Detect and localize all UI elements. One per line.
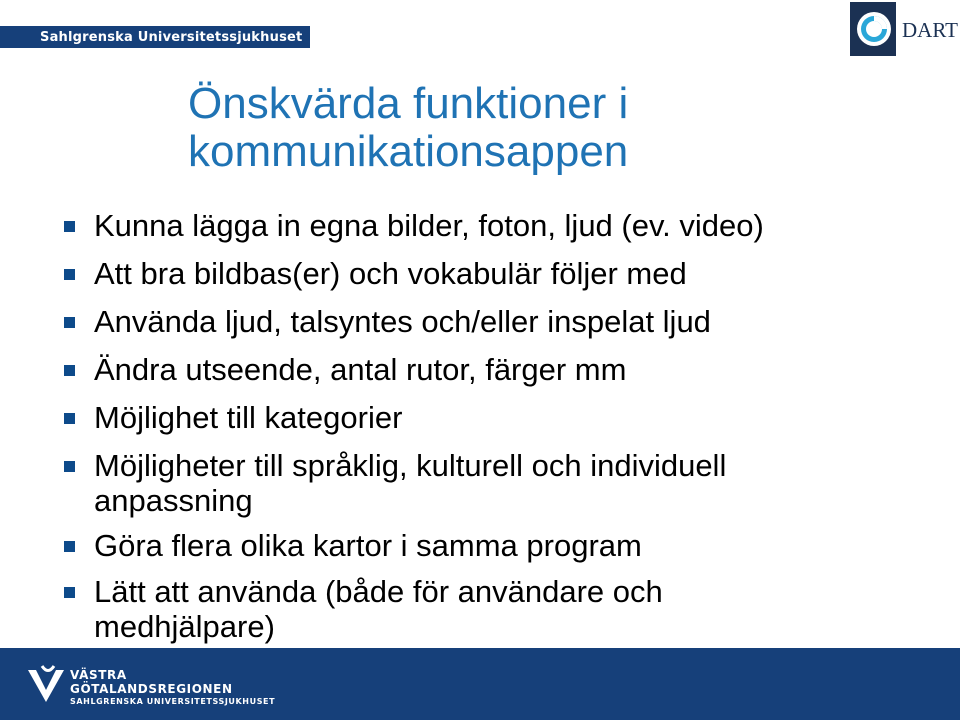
square-bullet-icon [64,587,75,598]
square-bullet-icon [64,365,75,376]
bullet-item [60,208,940,243]
dart-logo [850,2,958,56]
dart-logo-icon [850,2,896,56]
slide-title [188,80,888,176]
bullet-item [60,400,940,435]
bullet-item [60,528,940,563]
footer-line1: VÄSTRA [70,668,127,682]
header-brand-text: Sahlgrenska Universitetssjukhuset [40,29,303,45]
bullet-text: Att bra bildbas(er) och vokabulär följer med [94,256,687,291]
slide-title-line2: kommunikationsappen [188,127,629,176]
bullet-text: Möjligheter till språklig, kulturell och individuell [94,448,727,483]
bullet-item [60,574,940,644]
bullet-item [60,256,940,291]
square-bullet-icon [64,461,75,472]
bullet-item [60,352,940,387]
slide-title-line1: Önskvärda funktioner i [188,79,629,128]
bullet-text: Kunna lägga in egna bilder, foton, ljud (ev. video) [94,208,764,243]
footer-org-name [70,668,275,708]
footer-line3: SAHLGRENSKA UNIVERSITETSSJUKHUSET [70,697,276,706]
bullet-item [60,304,940,339]
footer-line2: GÖTALANDSREGIONEN [70,682,233,696]
square-bullet-icon [64,317,75,328]
square-bullet-icon [64,413,75,424]
bullet-text: Göra flera olika kartor i samma program [94,528,642,563]
bullet-text: Använda ljud, talsyntes och/eller inspelat ljud [94,304,711,339]
vgr-logo-icon [22,660,72,708]
bullet-text: Ändra utseende, antal rutor, färger mm [94,352,627,387]
bullet-text-continued: medhjälpare) [94,609,275,644]
dart-logo-text: DART [902,18,958,42]
bullet-text-continued: anpassning [94,483,253,518]
square-bullet-icon [64,269,75,280]
header-bar [0,26,310,48]
bullet-item [60,448,940,518]
bullet-text: Lätt att använda (både för användare och [94,574,663,609]
square-bullet-icon [64,221,75,232]
square-bullet-icon [64,541,75,552]
bullet-text: Möjlighet till kategorier [94,400,403,435]
